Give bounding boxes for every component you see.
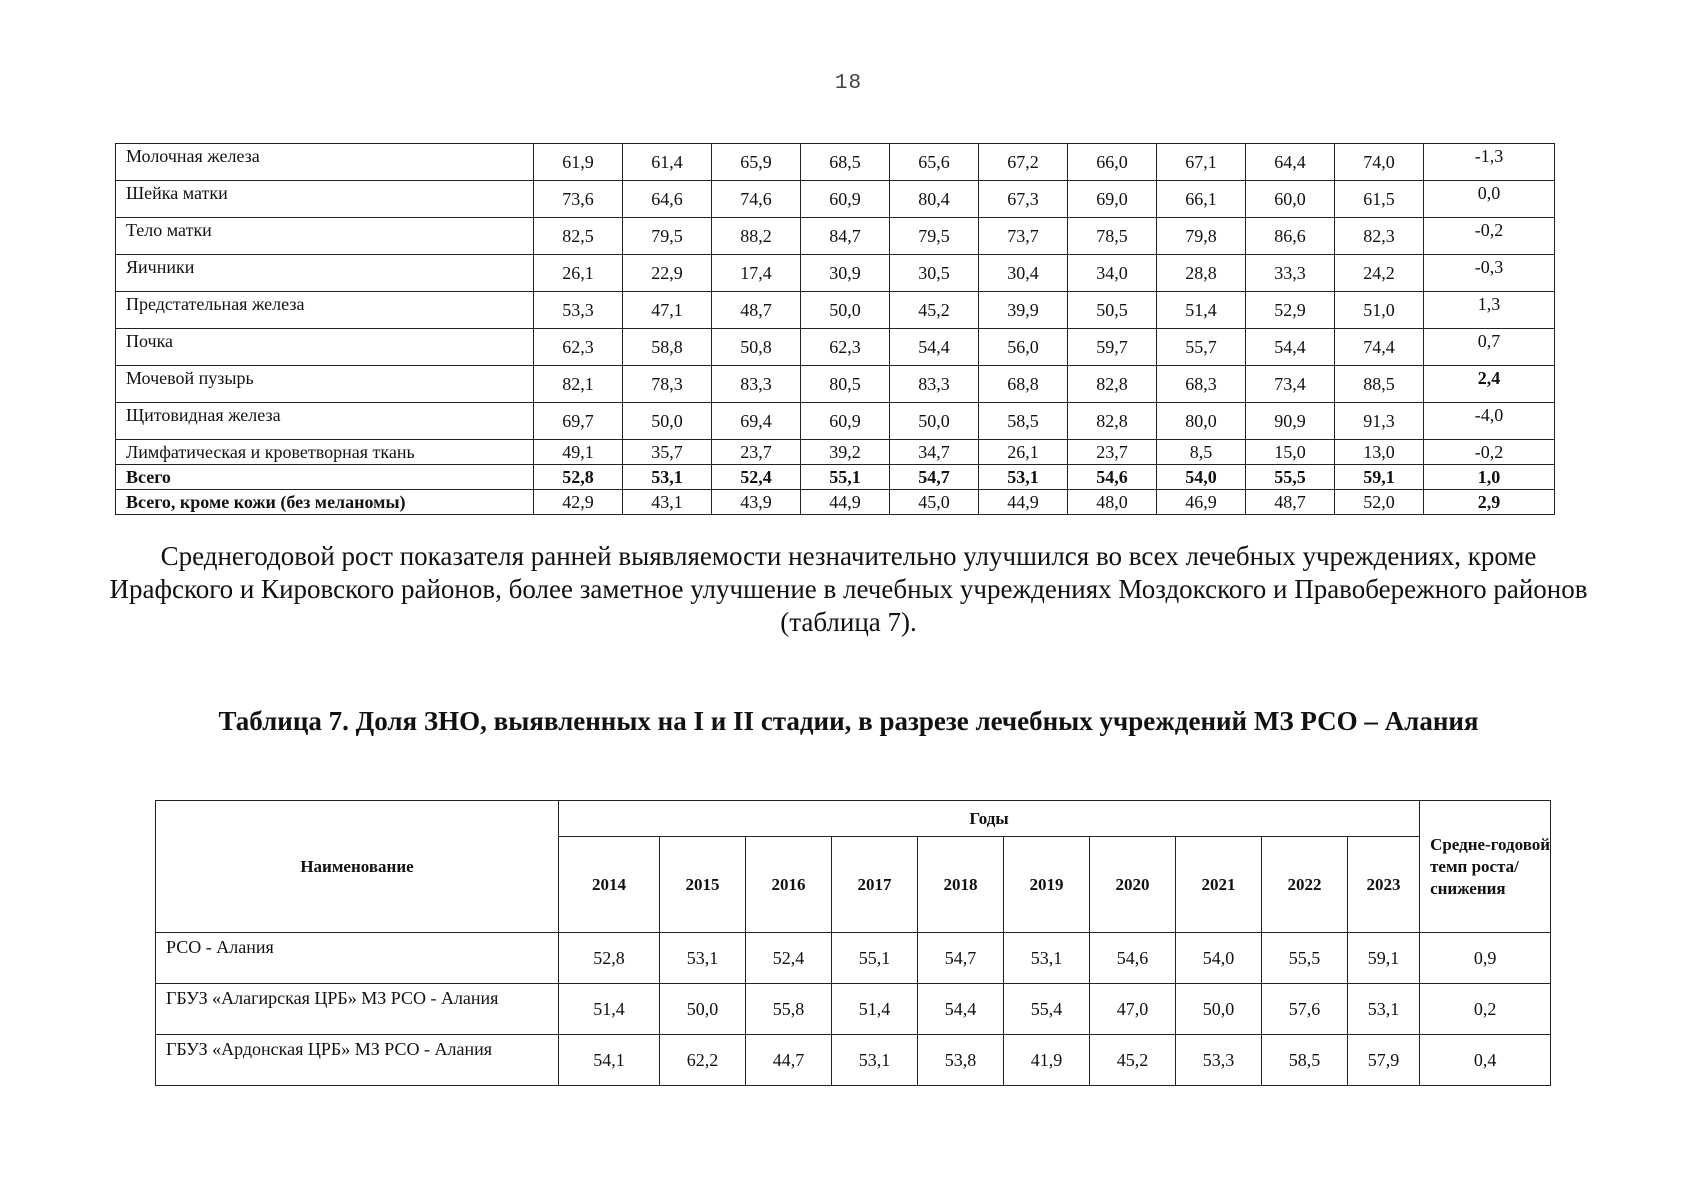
value-cell: 15,0 [1246, 440, 1335, 465]
table-row [116, 440, 1555, 465]
value-cell: 91,3 [1335, 403, 1424, 440]
value-cell: 51,0 [1335, 292, 1424, 329]
table-row [116, 366, 1555, 403]
header-years: Годы [559, 801, 1420, 837]
year-header: 2021 [1176, 837, 1262, 933]
value-cell: 42,9 [534, 490, 623, 515]
value-cell: 79,5 [623, 218, 712, 255]
value-cell: 62,2 [660, 1035, 746, 1086]
value-cell: 52,8 [534, 465, 623, 490]
trend-cell: 0,2 [1420, 984, 1551, 1035]
value-cell: 59,1 [1335, 465, 1424, 490]
table7-caption: Таблица 7. Доля ЗНО, выявленных на I и II стадии, в разрезе лечебных учреждений МЗ РСО – Алания [218, 706, 1479, 736]
value-cell: 53,3 [1176, 1035, 1262, 1086]
value-cell: 67,2 [979, 144, 1068, 181]
value-cell: 49,1 [534, 440, 623, 465]
value-cell: 54,4 [890, 329, 979, 366]
value-cell: 52,9 [1246, 292, 1335, 329]
value-cell: 43,1 [623, 490, 712, 515]
value-cell: 74,0 [1335, 144, 1424, 181]
value-cell: 90,9 [1246, 403, 1335, 440]
trend-cell: 2,9 [1424, 490, 1555, 515]
row-name: Почка [116, 329, 534, 366]
value-cell: 34,0 [1068, 255, 1157, 292]
value-cell: 24,2 [1335, 255, 1424, 292]
row-name: Лимфатическая и кроветворная ткань [116, 440, 534, 465]
value-cell: 61,4 [623, 144, 712, 181]
value-cell: 39,9 [979, 292, 1068, 329]
value-cell: 61,5 [1335, 181, 1424, 218]
year-header: 2018 [918, 837, 1004, 933]
value-cell: 68,8 [979, 366, 1068, 403]
trend-cell: 0,7 [1424, 329, 1555, 366]
value-cell: 53,1 [660, 933, 746, 984]
value-cell: 79,8 [1157, 218, 1246, 255]
value-cell: 51,4 [832, 984, 918, 1035]
value-cell: 44,7 [746, 1035, 832, 1086]
row-name: Тело матки [116, 218, 534, 255]
value-cell: 46,9 [1157, 490, 1246, 515]
value-cell: 50,5 [1068, 292, 1157, 329]
value-cell: 78,3 [623, 366, 712, 403]
value-cell: 47,0 [1090, 984, 1176, 1035]
table-row [156, 933, 1551, 984]
value-cell: 54,4 [918, 984, 1004, 1035]
trend-cell: -1,3 [1424, 144, 1555, 181]
summary-paragraph: Среднегодовой рост показателя ранней выявляемости незначительно улучшился во всех лечебных учреждениях, кроме Ирафского и Кировского районов, более заметное улучшение в лечебных учреждениях Моздокского и Правобережного районов (таблица 7). [109, 541, 1588, 637]
value-cell: 83,3 [712, 366, 801, 403]
value-cell: 88,2 [712, 218, 801, 255]
value-cell: 88,5 [1335, 366, 1424, 403]
trend-cell: -0,2 [1424, 218, 1555, 255]
value-cell: 41,9 [1004, 1035, 1090, 1086]
value-cell: 45,2 [1090, 1035, 1176, 1086]
value-cell: 82,3 [1335, 218, 1424, 255]
value-cell: 48,7 [712, 292, 801, 329]
value-cell: 45,2 [890, 292, 979, 329]
cancer-sites-table [115, 143, 1555, 515]
year-header: 2016 [746, 837, 832, 933]
table-row [156, 1035, 1551, 1086]
value-cell: 86,6 [1246, 218, 1335, 255]
value-cell: 73,6 [534, 181, 623, 218]
value-cell: 50,0 [890, 403, 979, 440]
table-row [116, 218, 1555, 255]
value-cell: 84,7 [801, 218, 890, 255]
value-cell: 50,0 [1176, 984, 1262, 1035]
value-cell: 53,8 [918, 1035, 1004, 1086]
value-cell: 58,5 [1262, 1035, 1348, 1086]
value-cell: 64,6 [623, 181, 712, 218]
value-cell: 54,0 [1157, 465, 1246, 490]
value-cell: 23,7 [712, 440, 801, 465]
table-row [116, 181, 1555, 218]
value-cell: 45,0 [890, 490, 979, 515]
trend-cell: -4,0 [1424, 403, 1555, 440]
value-cell: 44,9 [979, 490, 1068, 515]
value-cell: 58,5 [979, 403, 1068, 440]
value-cell: 65,6 [890, 144, 979, 181]
trend-cell: 1,0 [1424, 465, 1555, 490]
value-cell: 67,3 [979, 181, 1068, 218]
value-cell: 53,1 [1348, 984, 1420, 1035]
value-cell: 53,1 [623, 465, 712, 490]
value-cell: 60,0 [1246, 181, 1335, 218]
value-cell: 33,3 [1246, 255, 1335, 292]
value-cell: 35,7 [623, 440, 712, 465]
trend-cell: 0,9 [1420, 933, 1551, 984]
value-cell: 60,9 [801, 403, 890, 440]
table-row [116, 490, 1555, 515]
value-cell: 55,8 [746, 984, 832, 1035]
value-cell: 26,1 [534, 255, 623, 292]
value-cell: 17,4 [712, 255, 801, 292]
year-header: 2022 [1262, 837, 1348, 933]
value-cell: 30,4 [979, 255, 1068, 292]
year-header: 2019 [1004, 837, 1090, 933]
value-cell: 53,1 [979, 465, 1068, 490]
value-cell: 68,3 [1157, 366, 1246, 403]
value-cell: 65,9 [712, 144, 801, 181]
value-cell: 23,7 [1068, 440, 1157, 465]
row-name: Молочная железа [116, 144, 534, 181]
value-cell: 53,1 [1004, 933, 1090, 984]
value-cell: 82,1 [534, 366, 623, 403]
value-cell: 64,4 [1246, 144, 1335, 181]
value-cell: 69,7 [534, 403, 623, 440]
value-cell: 61,9 [534, 144, 623, 181]
value-cell: 28,8 [1157, 255, 1246, 292]
value-cell: 55,5 [1262, 933, 1348, 984]
value-cell: 51,4 [559, 984, 660, 1035]
value-cell: 8,5 [1157, 440, 1246, 465]
value-cell: 62,3 [534, 329, 623, 366]
value-cell: 51,4 [1157, 292, 1246, 329]
trend-cell: -0,2 [1424, 440, 1555, 465]
value-cell: 54,1 [559, 1035, 660, 1086]
trend-cell: 2,4 [1424, 366, 1555, 403]
value-cell: 50,0 [660, 984, 746, 1035]
trend-cell: 0,4 [1420, 1035, 1551, 1086]
value-cell: 67,1 [1157, 144, 1246, 181]
value-cell: 55,7 [1157, 329, 1246, 366]
value-cell: 59,7 [1068, 329, 1157, 366]
institutions-table [155, 800, 1551, 1086]
value-cell: 80,0 [1157, 403, 1246, 440]
value-cell: 60,9 [801, 181, 890, 218]
value-cell: 80,5 [801, 366, 890, 403]
value-cell: 54,7 [918, 933, 1004, 984]
value-cell: 48,0 [1068, 490, 1157, 515]
value-cell: 78,5 [1068, 218, 1157, 255]
value-cell: 69,4 [712, 403, 801, 440]
value-cell: 79,5 [890, 218, 979, 255]
value-cell: 52,4 [712, 465, 801, 490]
value-cell: 57,9 [1348, 1035, 1420, 1086]
value-cell: 66,0 [1068, 144, 1157, 181]
year-header: 2017 [832, 837, 918, 933]
value-cell: 66,1 [1157, 181, 1246, 218]
value-cell: 69,0 [1068, 181, 1157, 218]
value-cell: 54,4 [1246, 329, 1335, 366]
table-row [116, 292, 1555, 329]
value-cell: 39,2 [801, 440, 890, 465]
table-row [156, 984, 1551, 1035]
value-cell: 55,1 [801, 465, 890, 490]
year-header: 2023 [1348, 837, 1420, 933]
value-cell: 54,6 [1068, 465, 1157, 490]
value-cell: 53,1 [832, 1035, 918, 1086]
institution-name: ГБУЗ «Алагирская ЦРБ» МЗ РСО - Алания [156, 984, 559, 1035]
table-row [116, 144, 1555, 181]
trend-cell: 1,3 [1424, 292, 1555, 329]
value-cell: 54,6 [1090, 933, 1176, 984]
trend-cell: -0,3 [1424, 255, 1555, 292]
value-cell: 30,5 [890, 255, 979, 292]
value-cell: 82,5 [534, 218, 623, 255]
value-cell: 50,0 [623, 403, 712, 440]
value-cell: 44,9 [801, 490, 890, 515]
value-cell: 56,0 [979, 329, 1068, 366]
value-cell: 52,4 [746, 933, 832, 984]
value-cell: 22,9 [623, 255, 712, 292]
value-cell: 52,8 [559, 933, 660, 984]
value-cell: 47,1 [623, 292, 712, 329]
value-cell: 50,0 [801, 292, 890, 329]
header-name: Наименование [156, 801, 559, 933]
table-row [116, 465, 1555, 490]
value-cell: 82,8 [1068, 366, 1157, 403]
row-name: Щитовидная железа [116, 403, 534, 440]
value-cell: 53,3 [534, 292, 623, 329]
trend-cell: 0,0 [1424, 181, 1555, 218]
value-cell: 68,5 [801, 144, 890, 181]
year-header: 2014 [559, 837, 660, 933]
value-cell: 26,1 [979, 440, 1068, 465]
value-cell: 54,7 [890, 465, 979, 490]
value-cell: 82,8 [1068, 403, 1157, 440]
table-row [116, 403, 1555, 440]
value-cell: 55,1 [832, 933, 918, 984]
year-header: 2020 [1090, 837, 1176, 933]
value-cell: 74,4 [1335, 329, 1424, 366]
value-cell: 83,3 [890, 366, 979, 403]
value-cell: 13,0 [1335, 440, 1424, 465]
value-cell: 55,4 [1004, 984, 1090, 1035]
value-cell: 55,5 [1246, 465, 1335, 490]
value-cell: 30,9 [801, 255, 890, 292]
value-cell: 43,9 [712, 490, 801, 515]
value-cell: 34,7 [890, 440, 979, 465]
header-trend: Средне-годовой темп роста/ снижения [1420, 801, 1551, 933]
row-name: Яичники [116, 255, 534, 292]
value-cell: 58,8 [623, 329, 712, 366]
table-row [116, 255, 1555, 292]
value-cell: 73,7 [979, 218, 1068, 255]
page-number: 18 [834, 72, 863, 95]
institution-name: РСО - Алания [156, 933, 559, 984]
value-cell: 54,0 [1176, 933, 1262, 984]
institution-name: ГБУЗ «Ардонская ЦРБ» МЗ РСО - Алания [156, 1035, 559, 1086]
row-name: Шейка матки [116, 181, 534, 218]
row-name: Всего, кроме кожи (без меланомы) [116, 490, 534, 515]
value-cell: 48,7 [1246, 490, 1335, 515]
value-cell: 59,1 [1348, 933, 1420, 984]
value-cell: 57,6 [1262, 984, 1348, 1035]
year-header: 2015 [660, 837, 746, 933]
value-cell: 62,3 [801, 329, 890, 366]
value-cell: 73,4 [1246, 366, 1335, 403]
table-row [116, 329, 1555, 366]
row-name: Мочевой пузырь [116, 366, 534, 403]
row-name: Всего [116, 465, 534, 490]
value-cell: 80,4 [890, 181, 979, 218]
value-cell: 52,0 [1335, 490, 1424, 515]
row-name: Предстательная железа [116, 292, 534, 329]
value-cell: 50,8 [712, 329, 801, 366]
value-cell: 74,6 [712, 181, 801, 218]
